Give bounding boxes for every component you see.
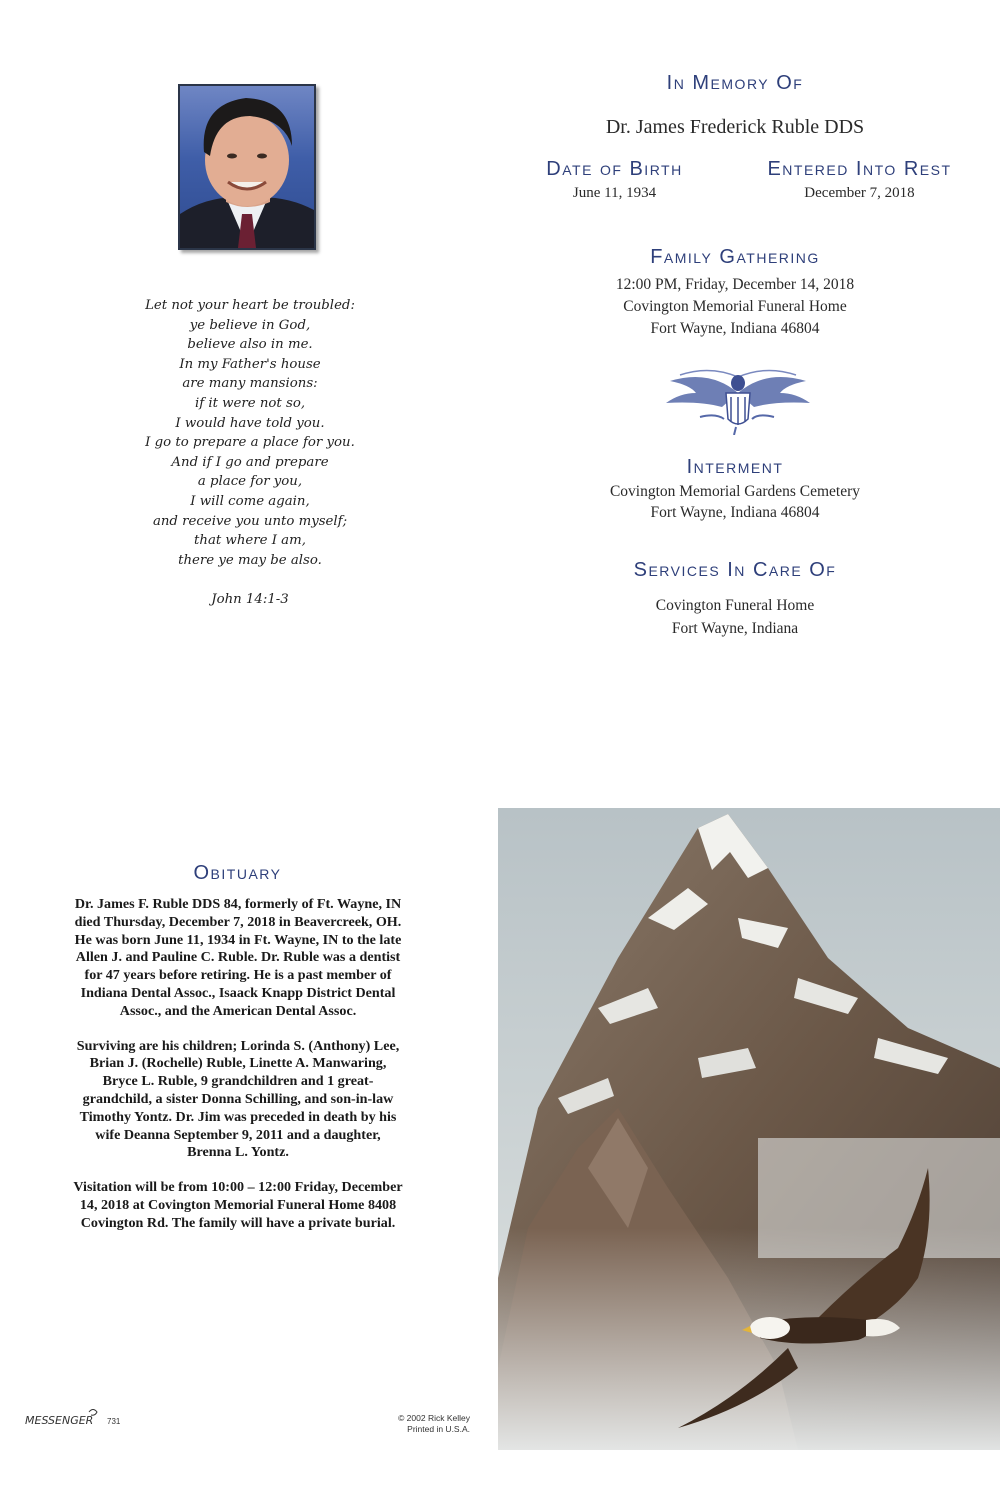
- obituary-paragraph: Surviving are his children; Lorinda S. (Anthony) Lee, Brian J. (Rochelle) Ruble, Linette A. Manwaring, Bryce L. Ruble, 9 grandchildren and 1 great-grandchild, a sister Donna Schilling, and son-in-law Timothy Yontz. Dr. Jim was preceded in death by his wife Deanna September 9, 2011 and a daughter, Brenna L. Yontz.: [76, 1037, 400, 1161]
- care-line: Fort Wayne, Indiana: [671, 620, 799, 637]
- verse-line: are many mansions:: [182, 376, 318, 392]
- messenger-logo: [25, 1408, 145, 1430]
- family-gathering-heading: Family Gathering: [650, 246, 820, 268]
- scripture-verse: [130, 296, 370, 610]
- family-gathering-details: [560, 274, 910, 340]
- verse-line: And if I go and prepare: [171, 454, 329, 470]
- eagle-emblem-icon: [660, 363, 815, 435]
- obituary-body: [72, 896, 404, 1250]
- verse-line: I will come again,: [190, 493, 310, 509]
- gathering-line: Fort Wayne, Indiana 46804: [650, 320, 820, 337]
- messenger-brand-text: MESSENGER: [25, 1414, 94, 1427]
- copyright-line: © 2002 Rick Kelley: [398, 1413, 470, 1423]
- painting-graphic: [498, 808, 1000, 1450]
- services-in-care-details: [560, 594, 910, 640]
- obituary-paragraph: Visitation will be from 10:00 – 12:00 Friday, December 14, 2018 at Covington Memorial Funeral Home 8408 Covington Rd. The family will have a private burial.: [73, 1179, 403, 1231]
- verse-line: there ye may be also.: [178, 552, 322, 568]
- verse-line: and receive you unto myself;: [152, 513, 348, 529]
- interment-line: Fort Wayne, Indiana 46804: [650, 504, 820, 521]
- date-of-birth-value: June 11, 1934: [572, 185, 657, 201]
- verse-line: I go to prepare a place for you.: [145, 435, 355, 451]
- interment-heading: Interment: [686, 456, 784, 478]
- entered-into-rest-label: Entered Into Rest: [767, 158, 952, 180]
- obituary-heading: Obituary: [193, 862, 282, 884]
- interment-line: Covington Memorial Gardens Cemetery: [609, 483, 861, 500]
- verse-reference: John 14:1-3: [211, 592, 289, 608]
- verse-line: if it were not so,: [194, 395, 306, 411]
- mountain-eagle-painting: [498, 808, 1000, 1450]
- eagle-emblem-graphic: [660, 363, 815, 435]
- portrait-photo: [178, 84, 316, 250]
- verse-line: In my Father's house: [179, 356, 321, 372]
- entered-into-rest-value: December 7, 2018: [804, 185, 915, 201]
- gathering-line: 12:00 PM, Friday, December 14, 2018: [615, 276, 855, 293]
- printed-line: Printed in U.S.A.: [407, 1424, 470, 1434]
- verse-line: believe also in me.: [187, 337, 313, 353]
- gathering-line: Covington Memorial Funeral Home: [623, 298, 847, 315]
- portrait-image: [180, 86, 314, 248]
- interment-details: [560, 481, 910, 523]
- verse-line: ye believe in God,: [189, 317, 311, 333]
- product-number: 731: [107, 1417, 121, 1426]
- copyright-notice: [378, 1413, 470, 1435]
- verse-line: I would have told you.: [175, 415, 325, 431]
- in-memory-heading: In Memory Of: [666, 72, 804, 94]
- messenger-logo-graphic: [25, 1408, 145, 1430]
- verse-line: that where I am,: [194, 533, 306, 549]
- obituary-paragraph: Dr. James F. Ruble DDS 84, formerly of Ft. Wayne, IN died Thursday, December 7, 2018 in Beavercreek, OH. He was born June 11, 1934 in Ft. Wayne, IN to the late Allen J. and Pauline C. Ruble. Dr. Ruble was a dentist for 47 years before retiring. He is a past member of Indiana Dental Assoc., Isaack Knapp District Dental Assoc., and the American Dental Assoc.: [74, 896, 402, 1019]
- deceased-name: Dr. James Frederick Ruble DDS: [605, 116, 865, 138]
- date-of-birth-label: Date of Birth: [546, 158, 683, 180]
- verse-line: a place for you,: [197, 474, 303, 490]
- care-line: Covington Funeral Home: [655, 597, 815, 614]
- verse-line: Let not your heart be troubled:: [145, 298, 355, 313]
- services-in-care-heading: Services In Care Of: [633, 559, 837, 581]
